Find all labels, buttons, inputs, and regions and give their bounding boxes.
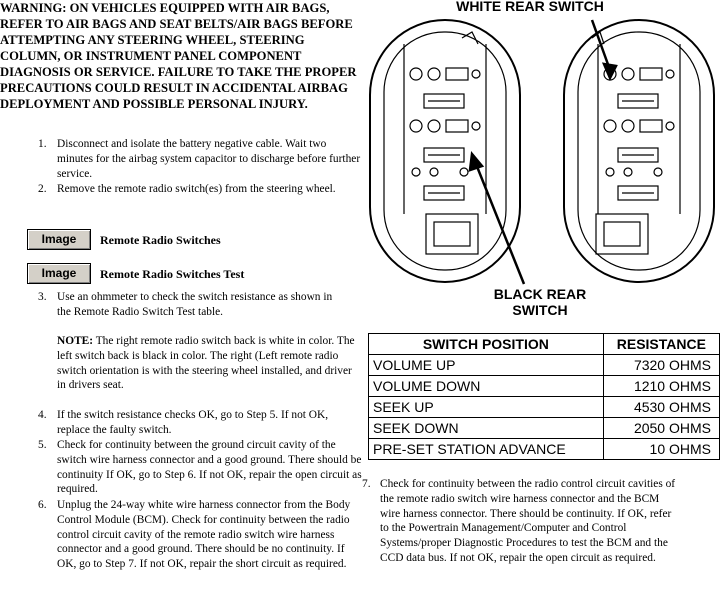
step-number: 7. <box>362 478 371 490</box>
table-row <box>369 397 720 418</box>
step-text: Remove the remote radio switch(es) from the steering wheel. <box>57 183 336 195</box>
image-button-test[interactable]: Image <box>27 263 91 284</box>
resistance-cell: 10 OHMS <box>603 439 719 460</box>
resistance-cell: 7320 OHMS <box>603 355 719 376</box>
switch-position-cell: SEEK UP <box>369 397 604 418</box>
step-text: If the switch resistance checks OK, go to Step 5. If not OK, replace the faulty switch. <box>57 409 329 436</box>
resistance-cell: 1210 OHMS <box>603 376 719 397</box>
image-button-switches[interactable]: Image <box>27 229 91 250</box>
black-rear-switch-label <box>470 286 610 318</box>
table-row <box>369 439 720 460</box>
switch-position-cell: VOLUME DOWN <box>369 376 604 397</box>
step-text: Check for continuity between the radio control circuit cavities of the remote radio switch wire harness connector and the BCM wire harness connector. There should be continuity. If OK, refer to the Powertrain Management/Computer and Control Systems/proper Diagnostic Procedures to test the BCM and the CCD data bus. If not OK, repair the open circuit as required. <box>380 478 676 564</box>
note-block <box>57 334 357 393</box>
header-resistance: RESISTANCE <box>603 334 719 355</box>
note-lead: NOTE: <box>57 335 94 347</box>
left-switch-body <box>370 20 520 282</box>
step-number: 4. <box>38 409 47 421</box>
black-label-line-1: BLACK REAR <box>493 286 587 302</box>
resistance-cell: 4530 OHMS <box>603 397 719 418</box>
warning-text: WARNING: ON VEHICLES EQUIPPED WITH AIR BAGS, REFER TO AIR BAGS AND SEAT BELTS/AIR BAGS BEFORE ATTEMPTING ANY STEERING WHEEL, STEERING COLUMN, OR INSTRUMENT PANEL COMPONENT DIAGNOSIS OR SERVICE. FAILURE TO TAKE THE PROPER PRECAUTIONS COULD RESULT IN ACCIDENTAL AIRBAG DEPLOYMENT AND POSSIBLE PERSONAL INJURY. <box>0 1 357 111</box>
table-row <box>369 376 720 397</box>
step-number: 1. <box>38 138 47 150</box>
image-link-label[interactable]: Remote Radio Switches <box>100 233 221 247</box>
black-label-line-2: SWITCH <box>512 302 568 318</box>
step-text: Check for continuity between the ground circuit cavity of the switch wire harness connector and a good ground. There should be continuity If OK, go to Step 6. If not OK, repair the open circuit as required. <box>57 439 362 496</box>
switch-diagram <box>364 14 720 286</box>
table-header-row <box>369 334 720 355</box>
step-text: Unplug the 24-way white wire harness connector from the Body Control Module (BCM). Check for continuity between the radio control circuit cavity of the remote radio switch wire harness connector and a good ground. There should be no continuity. If OK, go to Step 7. If not OK, repair the short circuit as required. <box>57 499 351 571</box>
note-text: The right remote radio switch back is white in color. The left switch back is black in color. The right (Left remote radio switch orientation is with the steering wheel installed, and driver in drivers seat. <box>57 335 355 392</box>
switch-resistance-table <box>368 333 720 460</box>
step-text: Use an ohmmeter to check the switch resistance as shown in the Remote Radio Switch Test table. <box>57 291 333 318</box>
table-row <box>369 355 720 376</box>
resistance-cell: 2050 OHMS <box>603 418 719 439</box>
step-number: 3. <box>38 291 47 303</box>
left-switch-internals <box>404 32 486 254</box>
white-rear-switch-label: WHITE REAR SWITCH <box>456 0 604 14</box>
step-text: Disconnect and isolate the battery negative cable. Wait two minutes for the airbag system capacitor to discharge before further service. <box>57 138 361 180</box>
step-number: 5. <box>38 439 47 451</box>
switch-position-cell: PRE-SET STATION ADVANCE <box>369 439 604 460</box>
step-number: 6. <box>38 499 47 511</box>
step-number: 2. <box>38 183 47 195</box>
table-row <box>369 418 720 439</box>
header-switch-position: SWITCH POSITION <box>369 334 604 355</box>
right-switch-body <box>564 20 714 282</box>
switch-position-cell: VOLUME UP <box>369 355 604 376</box>
image-link-label[interactable]: Remote Radio Switches Test <box>100 267 245 281</box>
switch-position-cell: SEEK DOWN <box>369 418 604 439</box>
